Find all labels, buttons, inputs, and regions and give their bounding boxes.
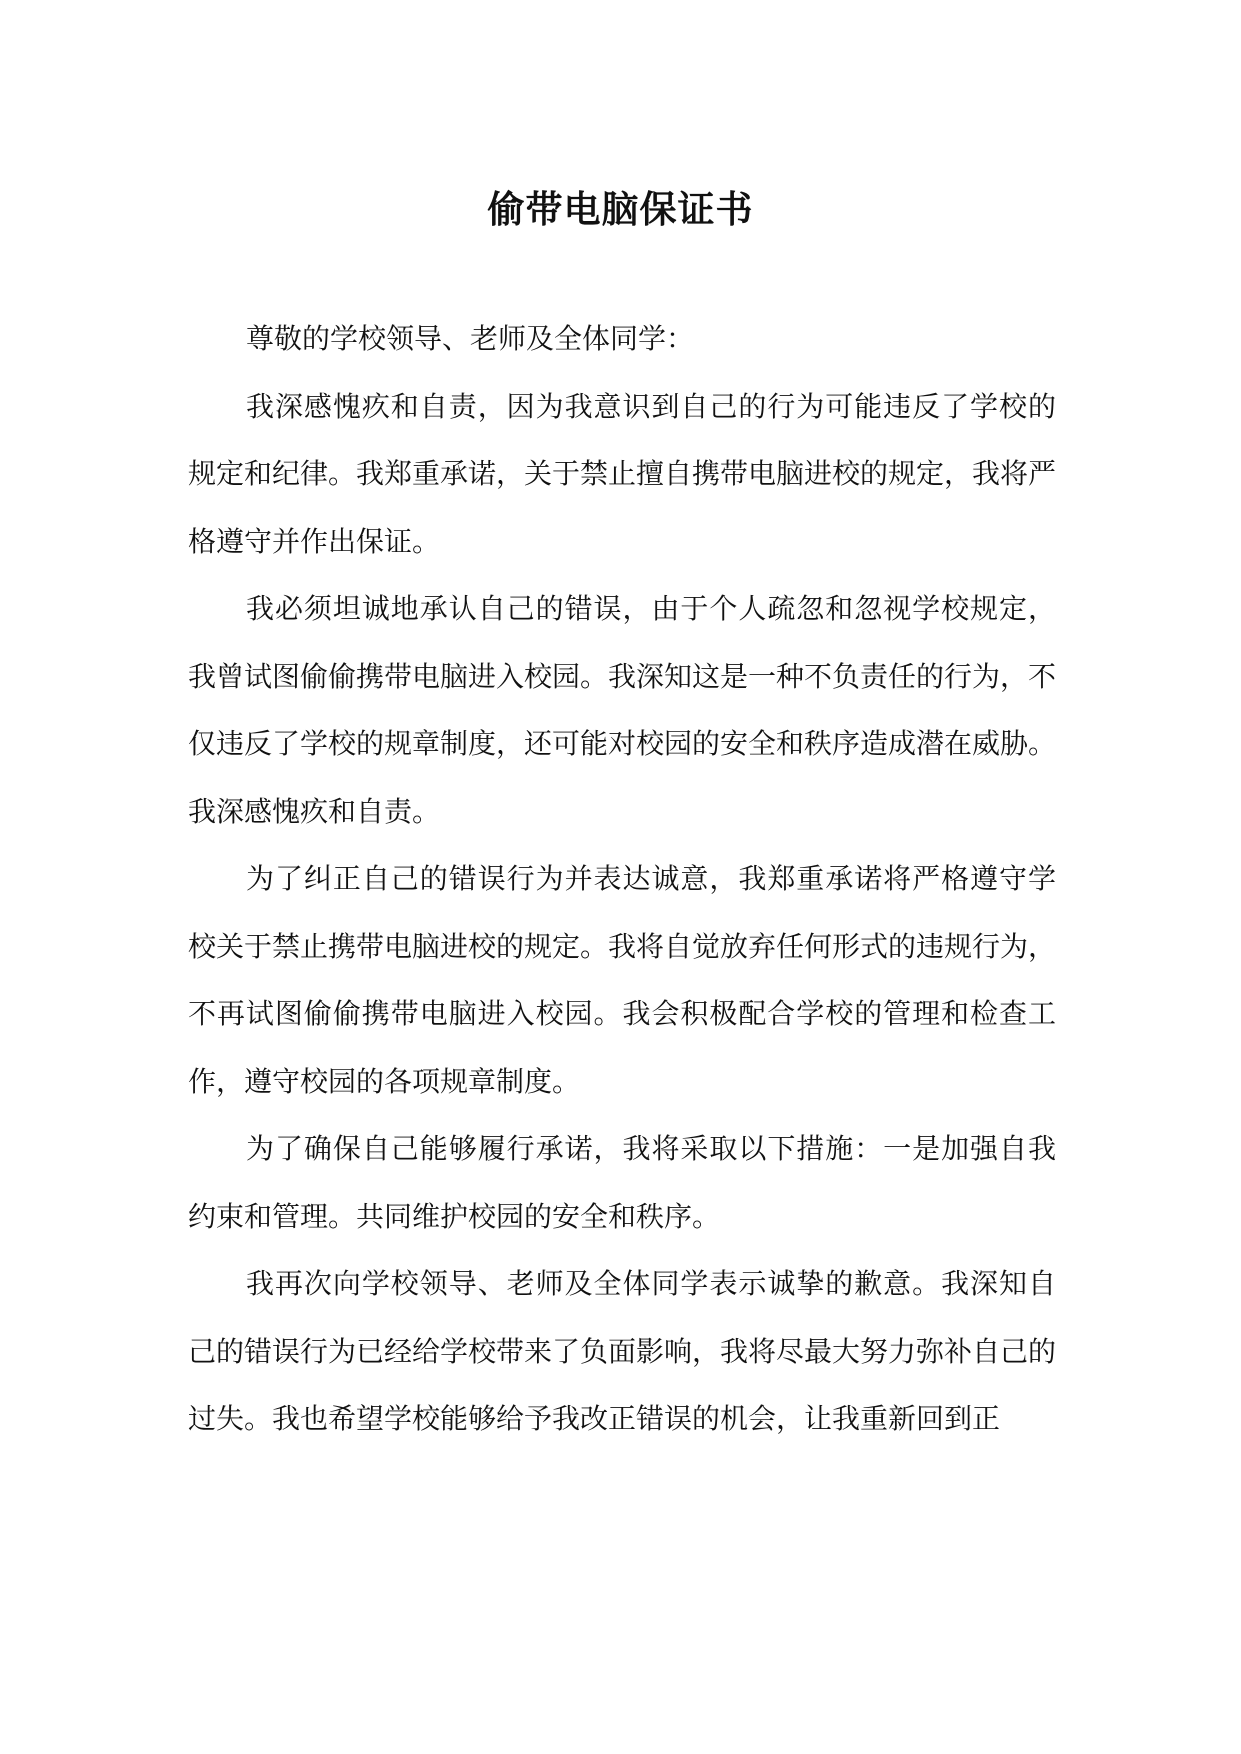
body-paragraph: 我再次向学校领导、老师及全体同学表示诚挚的歉意。我深知自己的错误行为已经给学校带来了负面影响，我将尽最大努力弥补自己的过失。我也希望学校能够给予我改正错误的机会，让我重新回到正: [188, 1267, 1057, 1435]
body-paragraph: 我必须坦诚地承认自己的错误，由于个人疏忽和忽视学校规定，我曾试图偷偷携带电脑进入校园。我深知这是一种不负责任的行为，不仅违反了学校的规章制度，还可能对校园的安全和秩序造成潜在威胁。我深感愧疚和自责。: [188, 592, 1057, 828]
document-body: [188, 305, 1056, 1453]
body-paragraph: 为了确保自己能够履行承诺，我将采取以下措施：一是加强自我约束和管理。共同维护校园的安全和秩序。: [188, 1132, 1056, 1233]
document-title: 偷带电脑保证书: [487, 187, 754, 231]
body-paragraph: 我深感愧疚和自责，因为我意识到自己的行为可能违反了学校的规定和纪律。我郑重承诺，关于禁止擅自携带电脑进校的规定，我将严格遵守并作出保证。: [188, 389, 1057, 558]
salutation-paragraph: 尊敬的学校领导、老师及全体同学：: [246, 322, 695, 355]
body-paragraph: 为了纠正自己的错误行为并表达诚意，我郑重承诺将严格遵守学校关于禁止携带电脑进校的规定。我将自觉放弃任何形式的违规行为，不再试图偷偷携带电脑进入校园。我会积极配合学校的管理和检查工作，遵守校园的各项规章制度。: [188, 862, 1057, 1098]
